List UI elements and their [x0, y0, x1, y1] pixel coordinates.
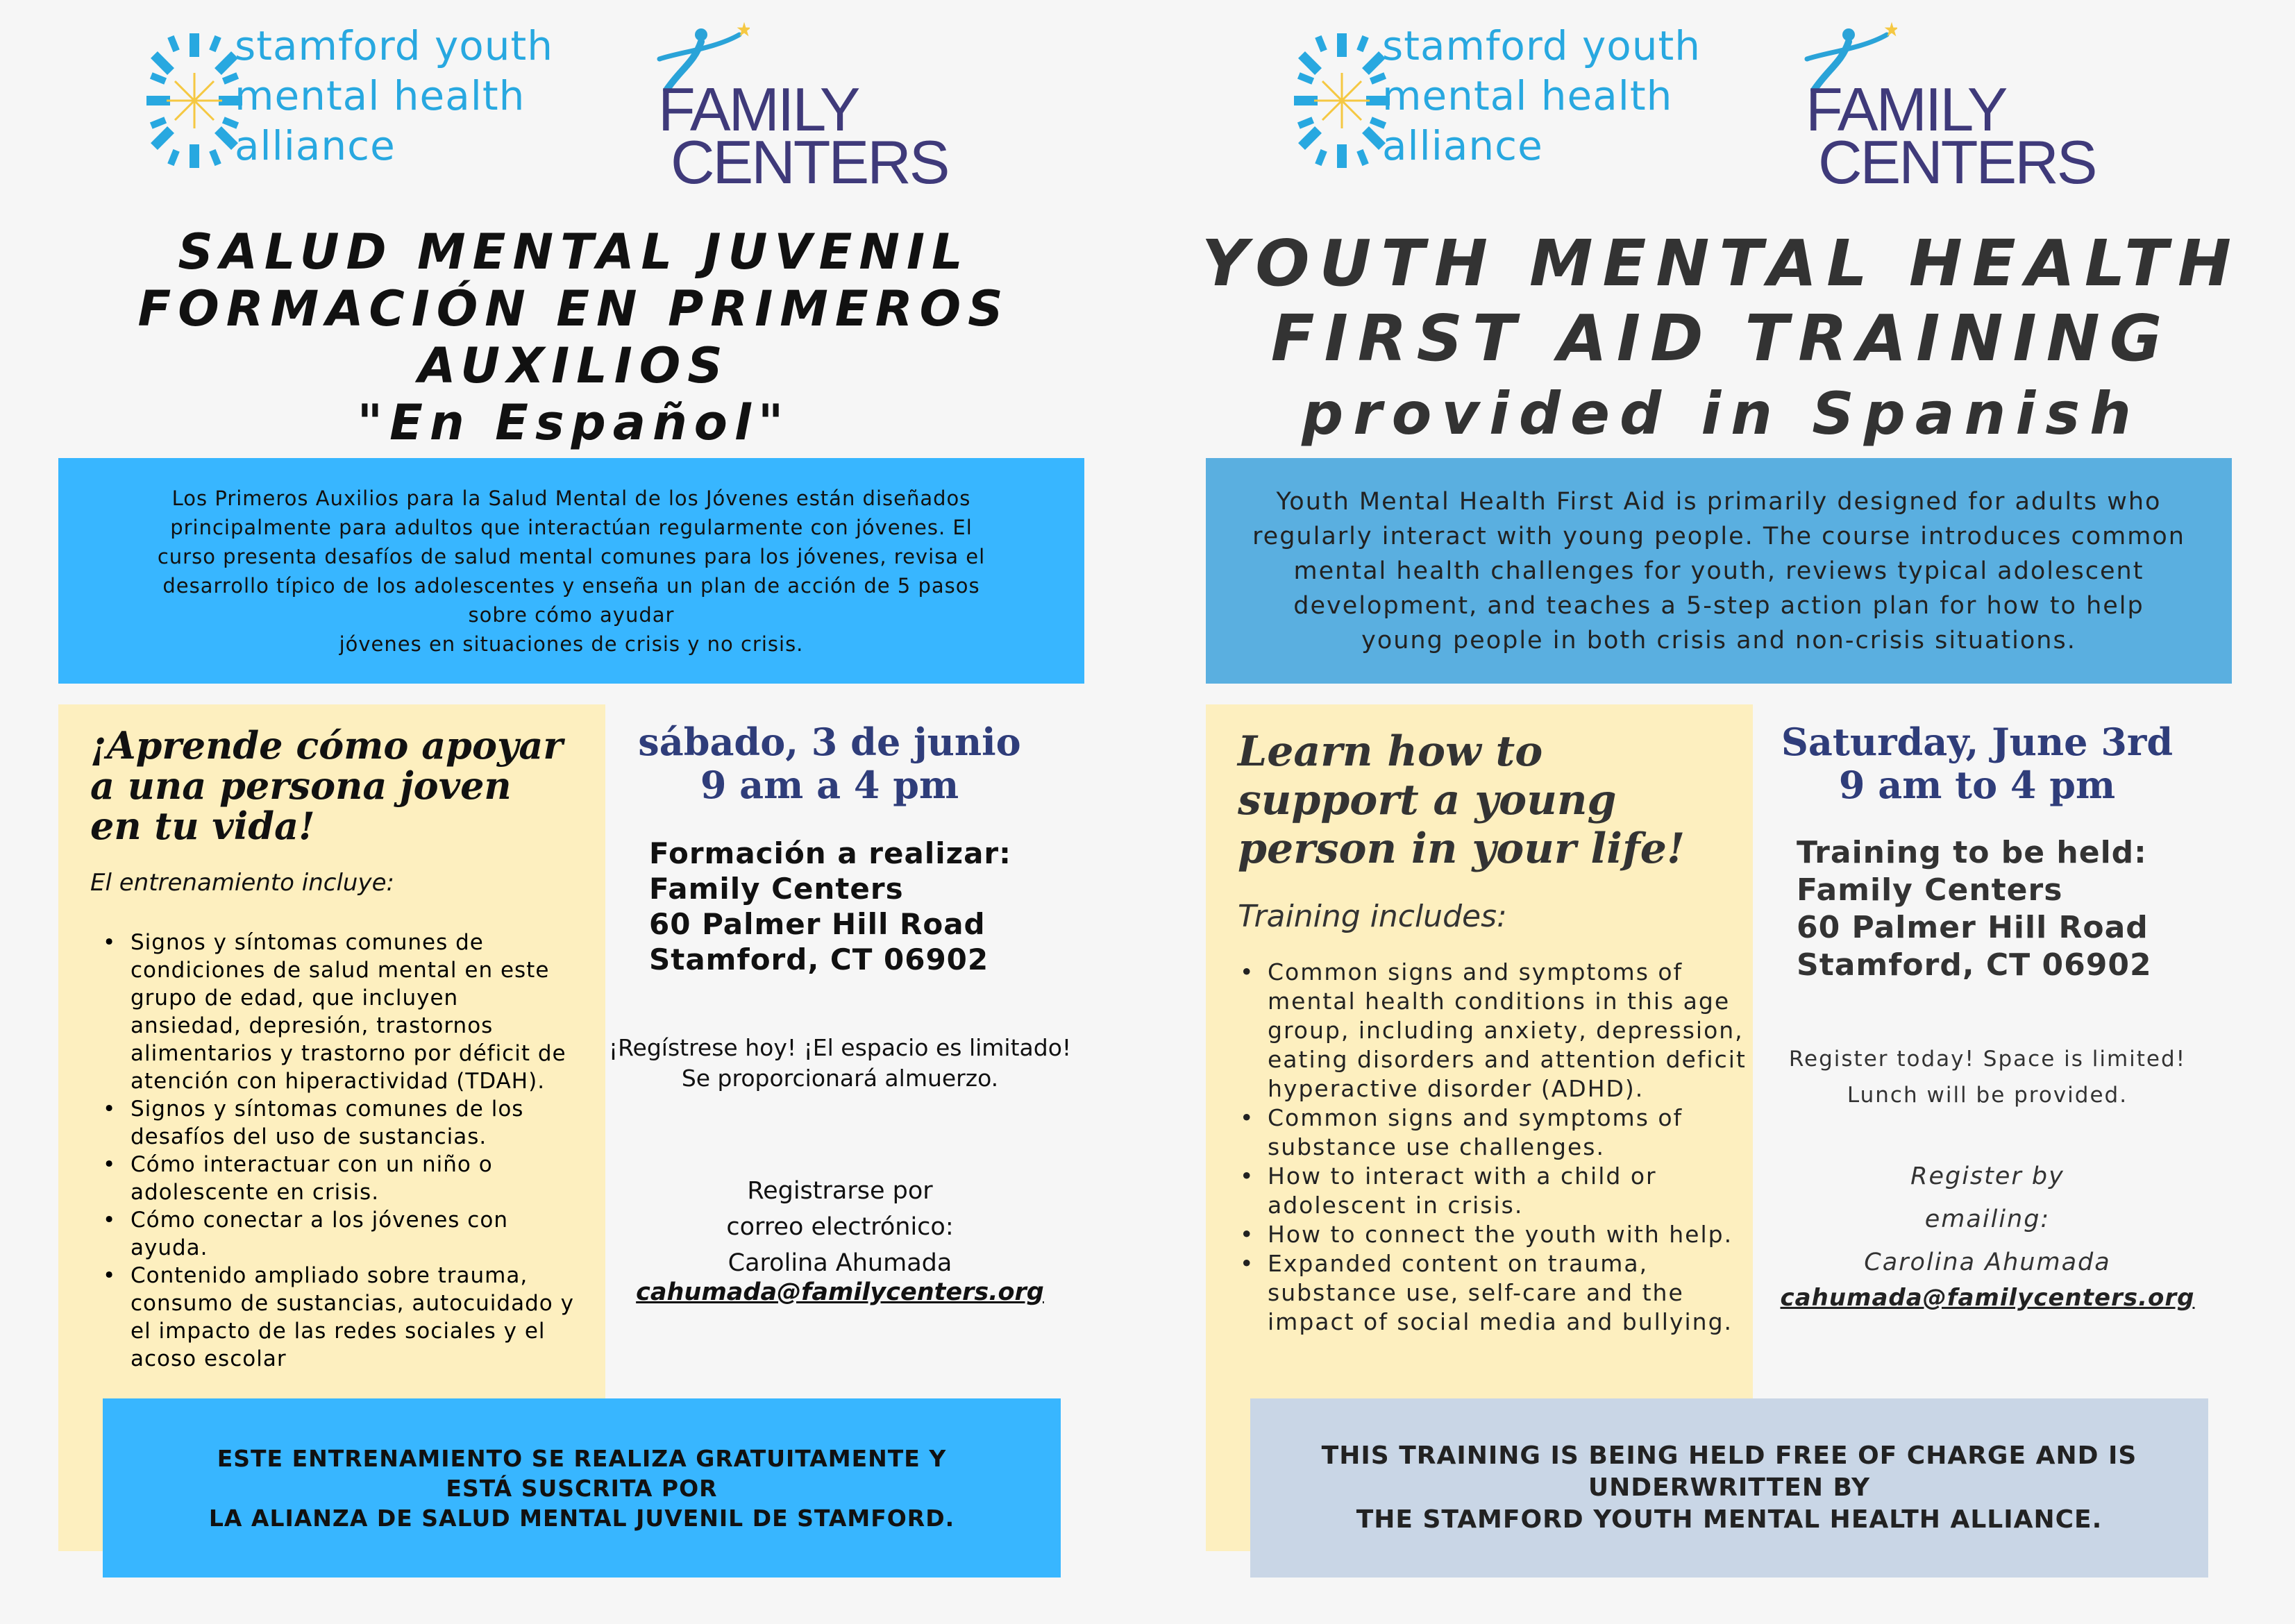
syma-logo-text: stamford youth mental health alliance [1382, 22, 1701, 169]
underwriter-banner [1250, 1398, 2208, 1578]
event-date: Saturday, June 3rd 9 am to 4 pm [1781, 720, 2174, 807]
underwriter-text: THIS TRAINING IS BEING HELD FREE OF CHARGE AND IS UNDERWRITTEN BY THE STAMFORD YOUTH MENTAL HEALTH ALLIANCE. [1321, 1441, 2137, 1534]
list-item: • Cómo conectar a los jóvenes con ayuda. [97, 1206, 576, 1262]
list-item: • Signos y síntomas comunes de condiciones de salud mental en este grupo de edad, que incluyen ansiedad, depresión, trastornos alimentarios y trastorno por déficit de atención con hiperactividad (TDAH). [97, 929, 576, 1095]
includes-list [1234, 958, 1748, 1337]
event-location: Training to be held: Family Centers 60 Palmer Hill Road Stamford, CT 06902 [1797, 835, 2152, 983]
family-centers-logo-text: FAMILY CENTERS [1806, 75, 2096, 196]
register-by: Register by emailing: Carolina Ahumada [1864, 1162, 2111, 1276]
list-item: • Common signs and symptoms of substance use challenges. [1234, 1103, 1748, 1162]
description-text: Youth Mental Health First Aid is primarily designed for adults who regularly interact with young people. The course introduces common mental health challenges for youth, reviews typical adolescent development, and teaches a 5-step action plan for how to help young people in both crisis and non-crisis situations. [1252, 487, 2185, 654]
register-note: Register today! Space is limited! Lunch will be provided. [1788, 1047, 2187, 1108]
register-by: Registrarse por correo electrónico: Carolina Ahumada [726, 1177, 954, 1277]
event-location: Formación a realizar: Family Centers 60 Palmer Hill Road Stamford, CT 06902 [649, 836, 1011, 976]
description-box [1206, 458, 2232, 684]
includes-label: El entrenamiento incluye: [90, 869, 394, 897]
support-heading: Learn how to support a young person in your life! [1238, 727, 1685, 873]
family-centers-logo-text: FAMILY CENTERS [658, 75, 948, 196]
event-date: sábado, 3 de junio 9 am a 4 pm [638, 720, 1021, 807]
syma-logo-icon [142, 21, 246, 180]
english-flyer [1148, 0, 2295, 1624]
syma-logo-icon [1290, 21, 1394, 180]
list-item: • Common signs and symptoms of mental health conditions in this age group, including anxiety, depression, eating disorders and attention deficit hyperactive disorder (ADHD). [1234, 958, 1748, 1103]
support-heading: ¡Aprende cómo apoyar a una persona joven en tu vida! [90, 723, 563, 848]
list-item: • Contenido ampliado sobre trauma, consumo de sustancias, autocuidado y el impacto de las redes sociales y el acoso escolar [97, 1262, 576, 1373]
list-item: • How to connect the youth with help. [1234, 1220, 1748, 1249]
list-item: • How to interact with a child or adolescent in crisis. [1234, 1162, 1748, 1220]
description-text: Los Primeros Auxilios para la Salud Mental de los Jóvenes están diseñados principalmente para adultos que interactúan regularmente con jóvenes. El curso presenta desafíos de salud mental comunes para los jóvenes, revisa el desarrollo típico de los adolescentes y enseña un plan de acción de 5 pasos sobre cómo ayudar jóvenes en situaciones de crisis y no crisis. [157, 486, 986, 656]
page-title: SALUD MENTAL JUVENIL FORMACIÓN EN PRIMEROS AUXILIOS "En Español" [137, 223, 1010, 451]
list-item: • Cómo interactuar con un niño o adolescente en crisis. [97, 1151, 576, 1206]
register-email-link[interactable]: cahumada@familycenters.org [1780, 1284, 2195, 1312]
register-note: ¡Regístrese hoy! ¡El espacio es limitado! Se proporcionará almuerzo. [608, 1034, 1072, 1092]
syma-logo-text: stamford youth mental health alliance [235, 22, 554, 169]
list-item: • Signos y síntomas comunes de los desafíos del uso de sustancias. [97, 1095, 576, 1151]
register-email-link[interactable]: cahumada@familycenters.org [636, 1278, 1044, 1306]
description-box [58, 458, 1084, 684]
underwriter-text: ESTE ENTRENAMIENTO SE REALIZA GRATUITAMENTE Y ESTÁ SUSCRITA POR LA ALIANZA DE SALUD MENTAL JUVENIL DE STAMFORD. [208, 1444, 955, 1532]
list-item: • Expanded content on trauma, substance use, self-care and the impact of social media and bullying. [1234, 1249, 1748, 1337]
underwriter-banner [103, 1398, 1061, 1578]
page-title: YOUTH MENTAL HEALTH FIRST AID TRAINING provided in Spanish [1201, 226, 2242, 448]
includes-list [97, 929, 576, 1373]
includes-label: Training includes: [1238, 899, 1507, 934]
